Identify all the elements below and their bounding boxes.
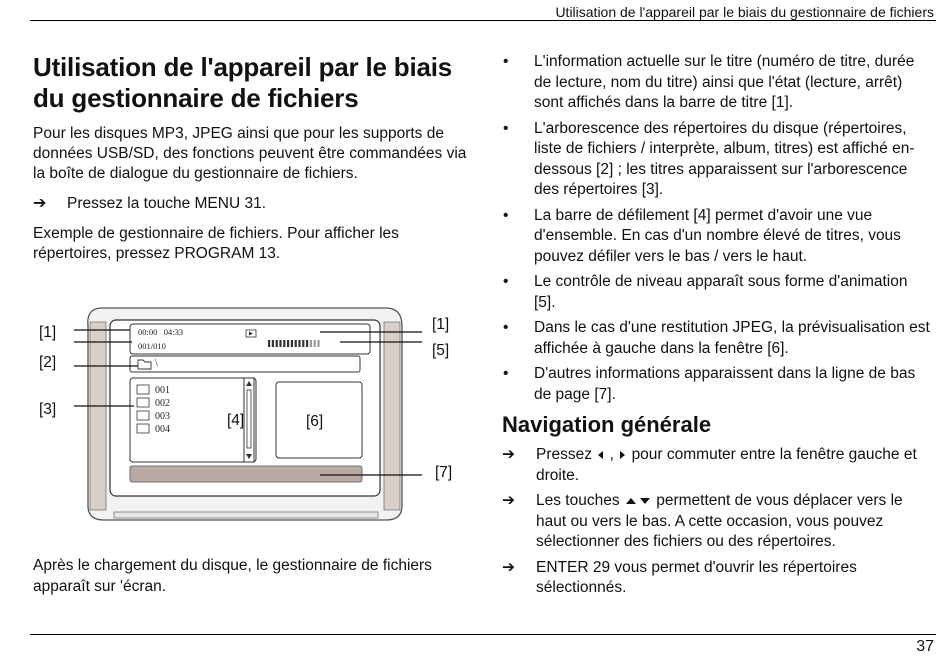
file-item: 004 (155, 424, 170, 435)
level-bar (287, 340, 289, 347)
file-manager-diagram (30, 300, 470, 530)
running-header: Utilisation de l'appareil par le biais du gestionnaire de fichiers (555, 4, 934, 20)
bullet-scrollbar (502, 206, 932, 268)
level-bar (291, 340, 293, 347)
level-bar (276, 340, 278, 347)
music-file-icon (137, 411, 149, 420)
tv-illustration (30, 300, 470, 530)
intro-paragraph: Pour les disques MP3, JPEG ainsi que pour les supports de données USB/SD, des fonctions peuvent être commandées via la boîte de dialogue du gestionnaire de fichiers. (33, 125, 467, 182)
label-1-right: [1] (432, 316, 450, 333)
music-file-icon (137, 398, 149, 407)
label-2: [2] (39, 354, 57, 371)
bullet-icon: • (503, 319, 509, 336)
arrow-icon: ➔ (502, 446, 515, 463)
bullet-footer-info (502, 364, 932, 405)
file-item: 002 (155, 398, 170, 409)
footer-rule (30, 634, 936, 635)
label-7: [7] (435, 464, 453, 481)
header-rule (30, 20, 936, 21)
bullet-level (502, 272, 932, 313)
file-item: 001 (155, 385, 170, 396)
level-bar (306, 340, 308, 347)
level-bar (268, 340, 270, 347)
screen-time: 00:00 04:33 (138, 327, 184, 337)
nav-step-enter (502, 558, 932, 599)
nav-text: permettent de vous déplacer vers le haut ou vers le bas. A cette occasion, vous pouvez sélectionner des fichiers ou des répertoires. (536, 492, 903, 550)
screen-path: \ (155, 358, 158, 369)
page-title: Utilisation de l'appareil par le biais du gestionnaire de fichiers (33, 52, 453, 113)
example-paragraph: Exemple de gestionnaire de fichiers. Pour afficher les répertoires, pressez PROGRAM 13. (33, 225, 399, 262)
bullet-icon: • (503, 206, 509, 224)
bullet-icon: • (503, 53, 509, 70)
bullet-icon: • (503, 273, 509, 290)
right-column (502, 52, 932, 604)
bullet-text: Dans le cas d'une restitution JPEG, la prévisualisation est affichée à gauche dans la fenêtre [6]. (534, 319, 930, 357)
level-bar (295, 340, 297, 347)
screen-track: 001/010 (138, 341, 166, 351)
label-4: [4] (227, 412, 245, 429)
step-menu (33, 194, 473, 214)
level-bar (283, 340, 285, 347)
bullet-title-bar (502, 52, 932, 114)
music-file-icon (137, 385, 149, 394)
music-file-icon (137, 424, 149, 433)
nav-text: Les touches (536, 492, 620, 509)
bullet-text: L'information actuelle sur le titre (numéro de titre, durée de lecture, nom du titre) ainsi que l'état (lecture, arrêt) sont affichés dans la barre de titre [1]. (534, 53, 915, 111)
page-number: 37 (916, 638, 934, 655)
nav-separator: , (609, 446, 614, 463)
section-title-navigation: Navigation générale (502, 412, 712, 437)
arrow-icon: ➔ (33, 195, 47, 212)
bullet-tree (502, 119, 932, 201)
up-arrow-key-icon (626, 498, 636, 504)
level-bar (302, 340, 304, 347)
left-column (33, 52, 473, 264)
right-arrow-key-icon (620, 451, 625, 459)
arrow-icon: ➔ (502, 492, 515, 509)
bullet-jpeg (502, 318, 932, 359)
bullet-icon: • (503, 119, 509, 137)
bullet-text: Le contrôle de niveau apparaît sous forme d'animation [5]. (534, 273, 908, 311)
after-loading-paragraph: Après le chargement du disque, le gestionnaire de fichiers apparaît sur 'écran. (33, 557, 432, 595)
bullet-text: L'arborescence des répertoires du disque (répertoires, liste de fichiers / interprète, album, titres) est affiché en-dessous [2] ; les titres apparaissent sur l'arborescence des répertoires [3]. (534, 119, 915, 198)
down-arrow-key-icon (640, 498, 650, 504)
step-text: Pressez la touche MENU 31. (67, 195, 267, 212)
nav-text: pour commuter entre la fenêtre gauche et droite. (536, 446, 917, 484)
level-bar (314, 340, 316, 347)
level-bar (310, 340, 312, 347)
bullet-text: La barre de défilement [4] permet d'avoir une vue d'ensemble. En cas d'un nombre élevé de titres, vous pouvez défiler vers le bas / vers le haut. (534, 206, 901, 265)
screen-file-list (155, 384, 170, 436)
arrow-icon: ➔ (502, 558, 515, 576)
label-6: [6] (306, 413, 324, 430)
label-1-left: [1] (39, 324, 57, 341)
label-3: [3] (39, 401, 57, 418)
left-arrow-key-icon (598, 451, 603, 459)
nav-text: Pressez (536, 446, 592, 463)
bullet-text: D'autres informations apparaissent dans la ligne de bas de page [7]. (534, 365, 916, 403)
level-bar (272, 340, 274, 347)
level-bar (279, 340, 281, 347)
file-item: 003 (155, 411, 170, 422)
nav-step-up-down (502, 491, 932, 553)
nav-text: ENTER 29 vous permet d'ouvrir les répertoires sélectionnés. (536, 558, 857, 596)
level-bar (298, 340, 300, 347)
bullet-icon: • (503, 365, 509, 382)
level-bar (317, 340, 319, 347)
label-5: [5] (432, 342, 450, 359)
nav-step-left-right (502, 445, 932, 486)
